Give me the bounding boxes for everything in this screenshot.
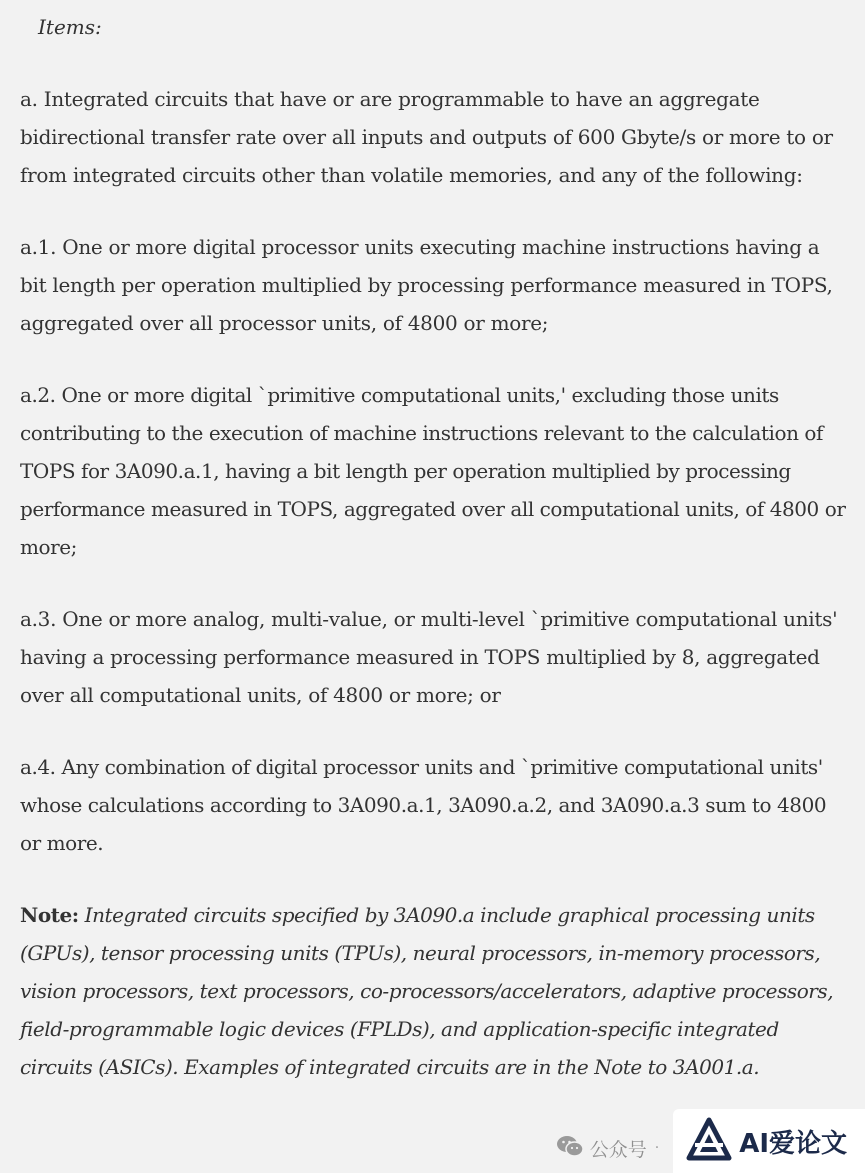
brand-name: AI爱论文	[739, 1128, 847, 1159]
watermark	[556, 1109, 865, 1173]
note-label: Note:	[20, 903, 79, 927]
channel-label: 公众号	[589, 1138, 647, 1161]
paragraph-a3: a.3. One or more analog, multi-value, or multi-level `primitive computational units' having a processing performance measured in TOPS multiplied by 8, aggregated over all computational units, of 4800 or more; or	[20, 607, 838, 707]
items-heading: Items:	[38, 15, 102, 39]
paragraph-a1: a.1. One or more digital processor units executing machine instructions having a bit length per operation multiplied by processing performance measured in TOPS, aggregated over all processor units, of 4800 or more;	[20, 235, 833, 335]
note-paragraph	[20, 896, 850, 1086]
paragraph-a4: a.4. Any combination of digital processor units and `primitive computational units' whose calculations according to 3A090.a.1, 3A090.a.2, and 3A090.a.3 sum to 4800 or more.	[20, 755, 827, 855]
wechat-icon	[556, 1134, 584, 1163]
note-text: Integrated circuits specified by 3A090.a include graphical processing units (GPUs), tensor processing units (TPUs), neural processors, in-memory processors, vision processors, text processors, co-processors/accelerators, adaptive processors, field-programmable logic devices (FPLDs), and application-specific integrated circuits (ASICs). Examples of integrated circuits are in the Note to 3A001.a.	[20, 903, 834, 1079]
paragraph-a2: a.2. One or more digital `primitive computational units,' excluding those units contributing to the execution of machine instructions relevant to the calculation of TOPS for 3A090.a.1, having a bit length per operation multiplied by processing performance measured in TOPS, aggregated over all computational units, of 4800 or more;	[20, 383, 846, 559]
wechat-channel	[556, 1120, 659, 1163]
brand-badge	[673, 1109, 865, 1173]
ai-logo-icon	[685, 1117, 733, 1165]
paragraph-a: a. Integrated circuits that have or are programmable to have an aggregate bidirectional transfer rate over all inputs and outputs of 600 Gbyte/s or more to or from integrated circuits other than volatile memories, and any of the following:	[20, 87, 833, 187]
document-page	[20, 8, 850, 1120]
separator-dot: ·	[654, 1140, 660, 1156]
